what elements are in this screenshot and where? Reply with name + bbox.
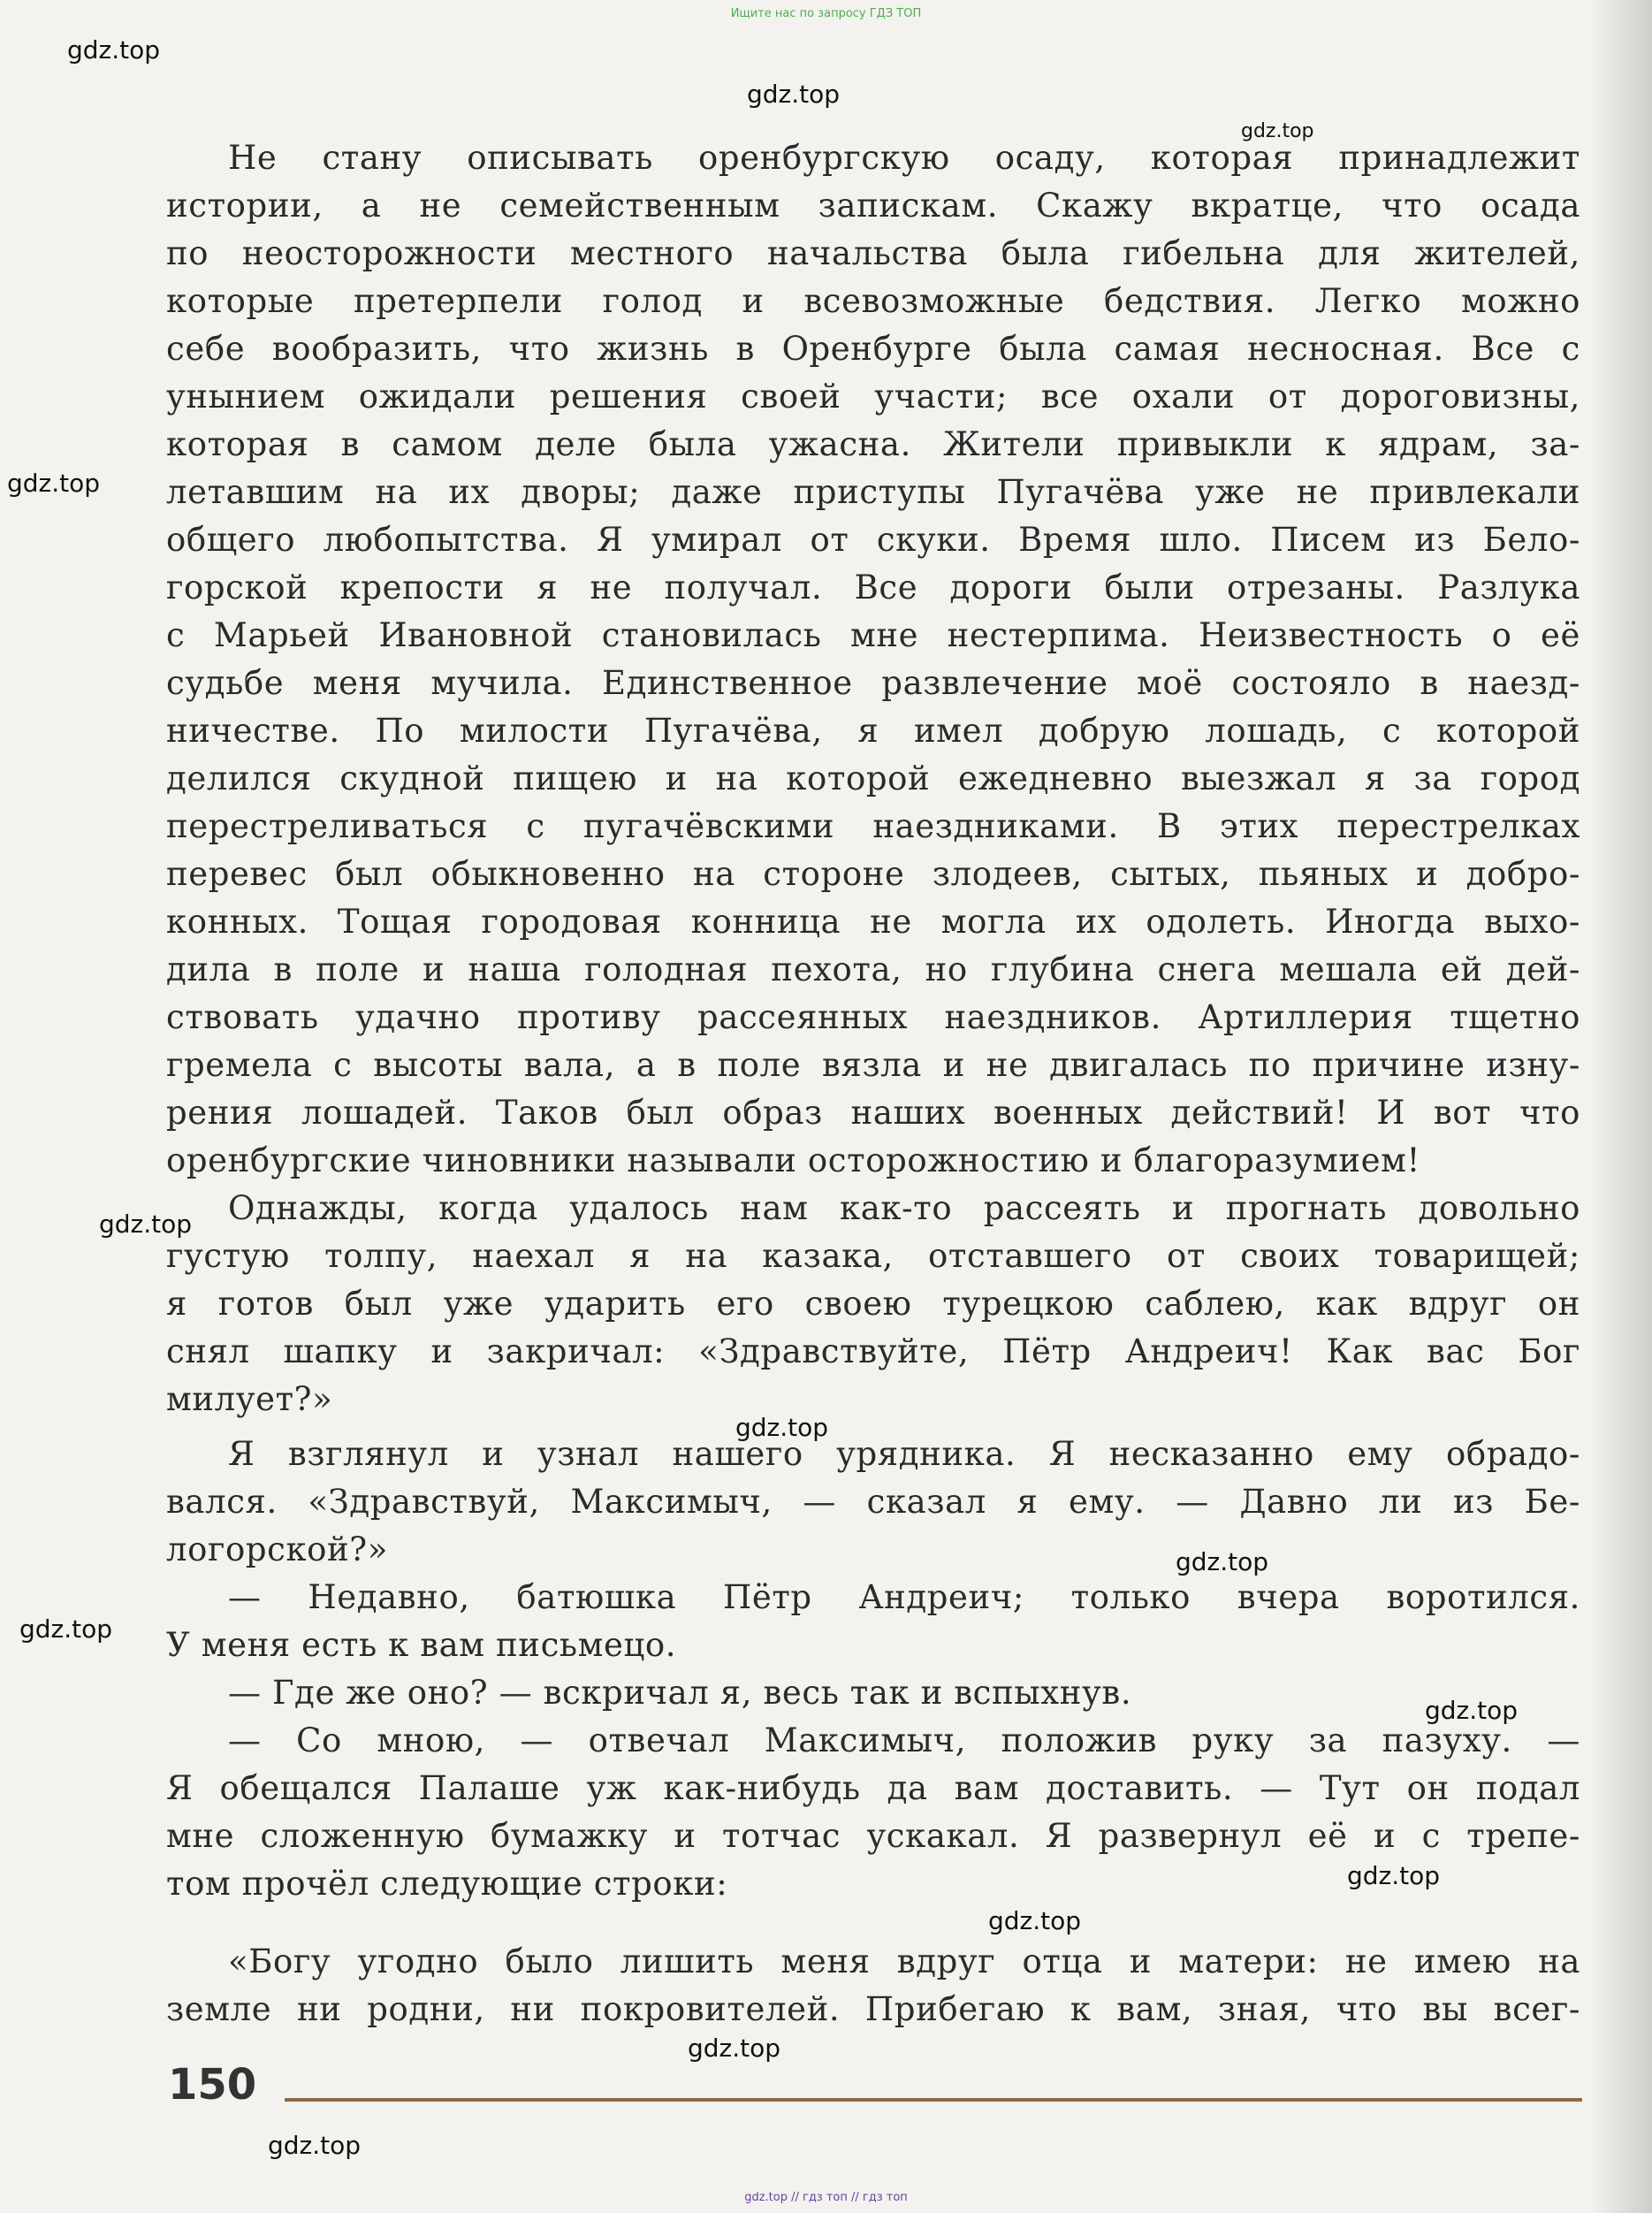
paragraph-siege — [166, 134, 1580, 1185]
paragraph-dialogue-1 — [166, 1574, 1580, 1669]
text-line: себе вообразить, что жизнь в Оренбурге была самая несносная. Все с — [166, 330, 1580, 368]
page-gutter-shadow — [1590, 0, 1652, 2213]
text-line: Однажды, когда удалось нам как-то рассеять и прогнать довольно — [228, 1189, 1580, 1227]
watermark[interactable]: gdz.top — [268, 2131, 362, 2160]
text-line: рения лошадей. Таков был образ наших военных действий! И вот что — [166, 1094, 1580, 1132]
top-banner[interactable]: Ищите нас по запросу ГДЗ ТОП — [730, 7, 922, 20]
text-line: летавшим на их дворы; даже приступы Пугачёва уже не привлекали — [166, 473, 1580, 511]
watermark[interactable]: gdz.top — [688, 2034, 781, 2063]
text-line: судьбе меня мучила. Единственное развлечение моё состояло в наезд- — [166, 664, 1580, 702]
text-line: Не стану описывать оренбургскую осаду, которая принадлежит — [228, 139, 1580, 177]
text-line: ствовать удачно противу рассеянных наездников. Артиллерия тщетно — [166, 998, 1580, 1036]
text-line: конных. Тощая городовая конница не могла их одолеть. Иногда выхо- — [166, 903, 1580, 941]
text-line: перевес был обыкновенно на стороне злодеев, сытых, пьяных и добро- — [166, 855, 1580, 893]
text-line: густую толпу, наехал я на казака, отставшего от своих товарищей; — [166, 1237, 1580, 1275]
paragraph-letter — [166, 1938, 1580, 2034]
text-line: — Недавно, батюшка Пётр Андреич; только вчера воротился. — [228, 1578, 1580, 1616]
text-line: которые претерпели голод и всевозможные бедствия. Легко можно — [166, 282, 1580, 320]
watermark[interactable]: gdz.top — [1347, 1861, 1441, 1890]
watermark[interactable]: gdz.top — [1176, 1547, 1269, 1576]
page-number: 150 — [168, 2060, 257, 2110]
text-line: общего любопытства. Я умирал от скуки. Время шло. Писем из Бело- — [166, 521, 1580, 559]
text-line: — Где же оно? — вскричал я, весь так и вспыхнув. — [228, 1674, 1132, 1712]
watermark[interactable]: gdz.top — [735, 1413, 829, 1442]
watermark[interactable]: gdz.top — [1241, 120, 1314, 142]
watermark[interactable]: gdz.top — [67, 35, 161, 65]
text-line: милует?» — [166, 1380, 333, 1418]
text-line: я готов был уже ударить его своею турецкою саблею, как вдруг он — [166, 1285, 1580, 1323]
text-line: гремела с высоты вала, а в поле вязла и не двигалась по причине изну- — [166, 1046, 1580, 1084]
watermark[interactable]: gdz.top — [19, 1614, 113, 1644]
text-line: истории, а не семейственным запискам. Скажу вкратце, что осада — [166, 187, 1580, 225]
text-line: унынием ожидали решения своей участи; все охали от дороговизны, — [166, 378, 1580, 416]
text-line: с Марьей Ивановной становилась мне нестерпима. Неизвестность о её — [166, 616, 1580, 654]
text-line: Я взглянул и узнал нашего урядника. Я несказанно ему обрадо- — [228, 1435, 1580, 1473]
paragraph-cossack — [166, 1185, 1580, 1423]
text-line: том прочёл следующие строки: — [166, 1865, 728, 1903]
text-line: — Со мною, — отвечал Максимыч, положив руку за пазуху. — — [228, 1721, 1580, 1759]
text-line: снял шапку и закричал: «Здравствуйте, Пётр Андреич! Как вас Бог — [166, 1332, 1580, 1370]
text-line: которая в самом деле была ужасна. Жители привыкли к ядрам, за- — [166, 425, 1580, 463]
paragraph-dialogue-2 — [166, 1669, 1580, 1717]
text-line: делился скудной пищею и на которой ежедневно выезжал я за город — [166, 759, 1580, 797]
text-line: горской крепости я не получал. Все дороги были отрезаны. Разлука — [166, 569, 1580, 607]
text-line: земле ни родни, ни покровителей. Прибегаю к вам, зная, что вы всег- — [166, 1990, 1580, 2028]
text-line: Я обещался Палаше уж как-нибудь да вам доставить. — Тут он подал — [166, 1769, 1580, 1807]
watermark[interactable]: gdz.top — [1425, 1696, 1519, 1725]
text-line: дила в поле и наша голодная пехота, но глубина снега мешала ей дей- — [166, 950, 1580, 988]
text-line: У меня есть к вам письмецо. — [166, 1626, 677, 1664]
paragraph-gap — [166, 1423, 1580, 1431]
paragraph-maksimych — [166, 1431, 1580, 1574]
paragraph-gap — [166, 1908, 1580, 1938]
watermark[interactable]: gdz.top — [7, 469, 101, 498]
bottom-banner[interactable]: gdz.top // гдз топ // гдз топ — [744, 2191, 908, 2204]
text-line: перестреливаться с пугачёвскими наездниками. В этих перестрелках — [166, 807, 1580, 845]
watermark[interactable]: gdz.top — [988, 1906, 1082, 1935]
text-line: оренбургские чиновники называли осторожностию и благоразумием! — [166, 1141, 1421, 1179]
footer-rule — [285, 2098, 1582, 2102]
text-line: вался. «Здравствуй, Максимыч, — сказал я ему. — Давно ли из Бе- — [166, 1483, 1580, 1521]
text-line: по неосторожности местного начальства была гибельна для жителей, — [166, 234, 1580, 272]
watermark[interactable]: gdz.top — [99, 1210, 193, 1239]
text-line: ничестве. По милости Пугачёва, я имел добрую лошадь, с которой — [166, 712, 1580, 750]
text-line: «Богу угодно было лишить меня вдруг отца и матери: не имею на — [228, 1942, 1580, 1980]
text-line: логорской?» — [166, 1530, 388, 1568]
watermark[interactable]: gdz.top — [747, 80, 841, 109]
book-text — [166, 134, 1580, 2034]
text-line: мне сложенную бумажку и тотчас ускакал. Я развернул её и с трепе- — [166, 1817, 1580, 1855]
